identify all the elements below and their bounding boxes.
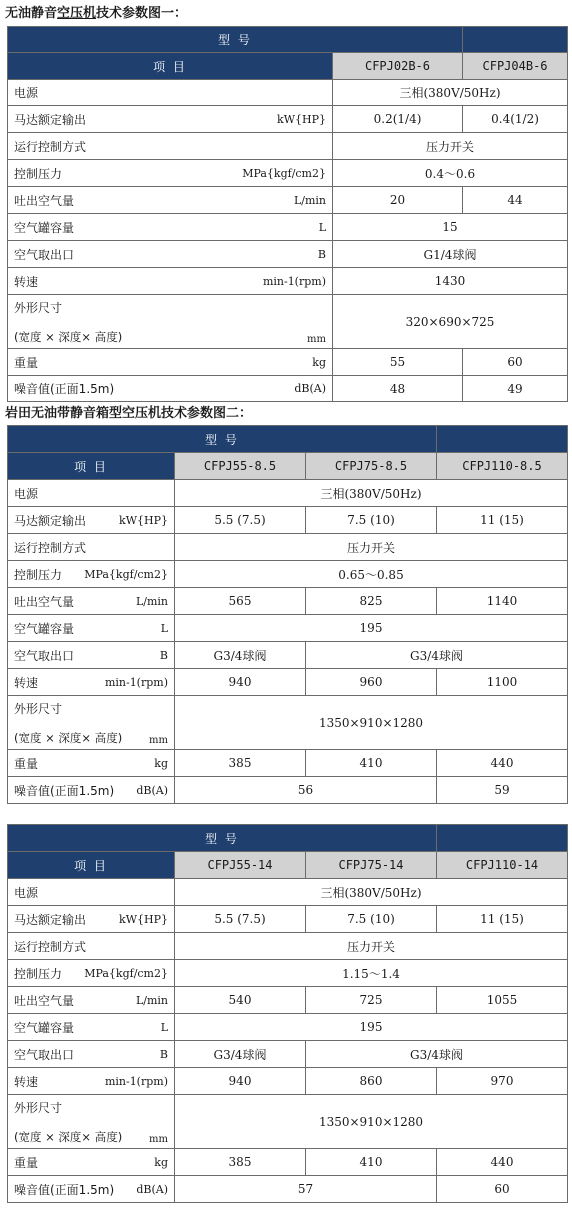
model-name: CFPJ55-14 bbox=[175, 852, 306, 879]
cell-value: 57 bbox=[175, 1176, 437, 1203]
row-control bbox=[8, 933, 568, 960]
cell-value: G3/4球阀 bbox=[175, 642, 306, 669]
row-label: 电源 bbox=[14, 86, 39, 100]
row-label: 吐出空气量 bbox=[14, 193, 75, 208]
cell-value: 940 bbox=[175, 1068, 306, 1095]
row-label: 噪音值(正面1.5m) bbox=[14, 1182, 115, 1197]
row-unit: min-1(rpm) bbox=[104, 1074, 168, 1088]
row-power bbox=[8, 480, 568, 507]
row-label: 空气罐容量 bbox=[14, 220, 75, 235]
cell-value: 三相(380V/50Hz) bbox=[175, 480, 568, 507]
cell-value: 55 bbox=[333, 349, 463, 376]
cell-value: 1350×910×1280 bbox=[175, 1095, 568, 1149]
row-unit: B bbox=[159, 1047, 168, 1061]
row-unit: B bbox=[317, 247, 326, 261]
row-unit: kg bbox=[154, 756, 168, 770]
row-unit: MPa{kgf/cm2} bbox=[84, 567, 168, 581]
model-header: 型 号 bbox=[8, 825, 437, 852]
row-unit: mm bbox=[149, 1133, 168, 1145]
cell-value: 三相(380V/50Hz) bbox=[333, 80, 568, 106]
row-label: 控制压力 bbox=[14, 166, 63, 181]
row-unit: MPa{kgf/cm2} bbox=[242, 166, 326, 180]
row-label: 空气罐容量 bbox=[14, 621, 75, 636]
cell-value: 540 bbox=[175, 987, 306, 1014]
cell-value: 565 bbox=[175, 588, 306, 615]
row-control bbox=[8, 534, 568, 561]
row-control bbox=[8, 133, 568, 160]
cell-value: 20 bbox=[333, 187, 463, 214]
model-name: CFPJ55-8.5 bbox=[175, 453, 306, 480]
model-name: CFPJ04B-6 bbox=[463, 53, 568, 80]
model-name: CFPJ110-8.5 bbox=[437, 453, 568, 480]
cell-value: 410 bbox=[306, 750, 437, 777]
model-header-blank bbox=[437, 825, 568, 852]
row-label: 空气取出口 bbox=[14, 247, 75, 262]
row-label: 转速 bbox=[14, 1074, 39, 1089]
row-label: 吐出空气量 bbox=[14, 993, 75, 1008]
cell-value: 725 bbox=[306, 987, 437, 1014]
row-label: 重量 bbox=[14, 756, 39, 771]
cell-value: 1350×910×1280 bbox=[175, 696, 568, 750]
title-1-suffix: 技术参数图一： bbox=[96, 6, 188, 21]
row-unit: kW{HP} bbox=[119, 513, 168, 527]
row-unit: L bbox=[318, 220, 326, 234]
cell-value: 压力开关 bbox=[333, 133, 568, 160]
cell-value: 48 bbox=[333, 376, 463, 402]
row-weight bbox=[8, 1149, 568, 1176]
row-outlet bbox=[8, 1041, 568, 1068]
row-air bbox=[8, 987, 568, 1014]
cell-value: 385 bbox=[175, 1149, 306, 1176]
row-unit: min-1(rpm) bbox=[262, 274, 326, 288]
row-unit: dB(A) bbox=[294, 382, 326, 395]
cell-value: 320×690×725 bbox=[333, 295, 568, 349]
cell-value: 1.15～1.4 bbox=[175, 960, 568, 987]
item-header: 项 目 bbox=[8, 852, 175, 879]
row-tank bbox=[8, 615, 568, 642]
row-unit: MPa{kgf/cm2} bbox=[84, 966, 168, 980]
row-unit: dB(A) bbox=[136, 1182, 168, 1196]
cell-value: 15 bbox=[333, 214, 568, 241]
cell-value: 440 bbox=[437, 1149, 568, 1176]
cell-value: 压力开关 bbox=[175, 534, 568, 561]
row-noise bbox=[8, 376, 568, 402]
row-dimensions bbox=[8, 295, 568, 349]
row-unit: L/min bbox=[293, 193, 326, 207]
row-label-sub: (宽度 × 深度× 高度) bbox=[14, 329, 123, 344]
row-label: 转速 bbox=[14, 675, 39, 690]
model-name: CFPJ02B-6 bbox=[333, 53, 463, 80]
cell-value: G1/4球阀 bbox=[333, 241, 568, 268]
cell-value: 5.5 (7.5) bbox=[175, 906, 306, 933]
cell-value: G3/4球阀 bbox=[306, 642, 568, 669]
row-label: 马达额定输出 bbox=[14, 513, 87, 528]
cell-value: 11 (15) bbox=[437, 507, 568, 534]
row-speed bbox=[8, 669, 568, 696]
row-label: 噪音值(正面1.5m) bbox=[14, 382, 115, 396]
spec-table-3 bbox=[7, 824, 568, 1203]
row-unit: dB(A) bbox=[136, 783, 168, 797]
row-unit: L bbox=[160, 621, 168, 635]
cell-value: 56 bbox=[175, 777, 437, 804]
row-unit: mm bbox=[307, 333, 326, 345]
cell-value: 410 bbox=[306, 1149, 437, 1176]
row-label: 运行控制方式 bbox=[14, 139, 87, 154]
cell-value: 7.5 (10) bbox=[306, 507, 437, 534]
cell-value: 0.2(1/4) bbox=[333, 106, 463, 133]
cell-value: 970 bbox=[437, 1068, 568, 1095]
row-air bbox=[8, 187, 568, 214]
row-speed bbox=[8, 268, 568, 295]
row-outlet bbox=[8, 642, 568, 669]
row-tank bbox=[8, 214, 568, 241]
cell-value: 385 bbox=[175, 750, 306, 777]
cell-value: G3/4球阀 bbox=[306, 1041, 568, 1068]
row-unit: B bbox=[159, 648, 168, 662]
row-label: 电源 bbox=[14, 885, 39, 900]
row-label: 马达额定输出 bbox=[14, 912, 87, 927]
row-label-sub: (宽度 × 深度× 高度) bbox=[14, 730, 123, 745]
cell-value: 195 bbox=[175, 615, 568, 642]
row-label: 重量 bbox=[14, 1155, 39, 1170]
cell-value: 60 bbox=[463, 349, 568, 376]
row-power bbox=[8, 879, 568, 906]
item-header: 项 目 bbox=[8, 453, 175, 480]
row-label: 运行控制方式 bbox=[14, 939, 87, 954]
cell-value: 11 (15) bbox=[437, 906, 568, 933]
cell-value: 1430 bbox=[333, 268, 568, 295]
row-label-sub: (宽度 × 深度× 高度) bbox=[14, 1129, 123, 1144]
row-label: 运行控制方式 bbox=[14, 540, 87, 555]
cell-value: 60 bbox=[437, 1176, 568, 1203]
row-unit: kW{HP} bbox=[277, 112, 326, 126]
row-label: 外形尺寸 bbox=[14, 300, 63, 315]
row-label: 转速 bbox=[14, 274, 39, 289]
cell-value: 860 bbox=[306, 1068, 437, 1095]
cell-value: 1100 bbox=[437, 669, 568, 696]
row-label: 吐出空气量 bbox=[14, 594, 75, 609]
cell-value: 825 bbox=[306, 588, 437, 615]
cell-value: 440 bbox=[437, 750, 568, 777]
row-noise bbox=[8, 777, 568, 804]
cell-value: 0.4(1/2) bbox=[463, 106, 568, 133]
row-dimensions bbox=[8, 1095, 568, 1149]
row-speed bbox=[8, 1068, 568, 1095]
model-header: 型 号 bbox=[8, 27, 463, 53]
row-unit: min-1(rpm) bbox=[104, 675, 168, 689]
row-dimensions bbox=[8, 696, 568, 750]
item-header: 项 目 bbox=[8, 53, 333, 80]
row-label: 控制压力 bbox=[14, 966, 63, 981]
model-name: CFPJ110-14 bbox=[437, 852, 568, 879]
cell-value: 49 bbox=[463, 376, 568, 402]
cell-value: 0.4～0.6 bbox=[333, 160, 568, 187]
row-unit: kg bbox=[154, 1155, 168, 1169]
row-motor bbox=[8, 906, 568, 933]
cell-value: 1140 bbox=[437, 588, 568, 615]
row-label: 噪音值(正面1.5m) bbox=[14, 783, 115, 798]
cell-value: 5.5 (7.5) bbox=[175, 507, 306, 534]
row-label: 重量 bbox=[14, 355, 39, 370]
compressor-link[interactable]: 空压机 bbox=[57, 6, 97, 21]
row-label: 控制压力 bbox=[14, 567, 63, 582]
row-label: 外形尺寸 bbox=[14, 701, 63, 716]
cell-value: 940 bbox=[175, 669, 306, 696]
row-noise bbox=[8, 1176, 568, 1203]
row-label: 空气罐容量 bbox=[14, 1020, 75, 1035]
row-power bbox=[8, 80, 568, 106]
cell-value: 1055 bbox=[437, 987, 568, 1014]
title-1-prefix: 无油静音 bbox=[5, 6, 58, 21]
row-unit: L/min bbox=[135, 594, 168, 608]
model-header-blank bbox=[437, 426, 568, 453]
row-air bbox=[8, 588, 568, 615]
row-motor bbox=[8, 507, 568, 534]
row-unit: kg bbox=[312, 355, 326, 369]
row-label: 电源 bbox=[14, 486, 39, 501]
row-pressure bbox=[8, 160, 568, 187]
cell-value: 三相(380V/50Hz) bbox=[175, 879, 568, 906]
model-name: CFPJ75-8.5 bbox=[306, 453, 437, 480]
spec-table-2 bbox=[7, 425, 568, 804]
row-outlet bbox=[8, 241, 568, 268]
row-label: 空气取出口 bbox=[14, 648, 75, 663]
spec-table-1-title bbox=[5, 6, 187, 22]
row-pressure bbox=[8, 960, 568, 987]
spec-table-1 bbox=[7, 26, 568, 402]
spec-table-2-title: 岩田无油带静音箱型空压机技术参数图二： bbox=[5, 406, 253, 421]
row-unit: L/min bbox=[135, 993, 168, 1007]
row-weight bbox=[8, 750, 568, 777]
row-label: 外形尺寸 bbox=[14, 1100, 63, 1115]
cell-value: 压力开关 bbox=[175, 933, 568, 960]
cell-value: 960 bbox=[306, 669, 437, 696]
row-weight bbox=[8, 349, 568, 376]
model-name: CFPJ75-14 bbox=[306, 852, 437, 879]
cell-value: 44 bbox=[463, 187, 568, 214]
cell-value: G3/4球阀 bbox=[175, 1041, 306, 1068]
cell-value: 59 bbox=[437, 777, 568, 804]
model-header-blank bbox=[463, 27, 568, 53]
model-header: 型 号 bbox=[8, 426, 437, 453]
row-pressure bbox=[8, 561, 568, 588]
cell-value: 195 bbox=[175, 1014, 568, 1041]
row-unit: mm bbox=[149, 734, 168, 746]
row-label: 空气取出口 bbox=[14, 1047, 75, 1062]
row-unit: kW{HP} bbox=[119, 912, 168, 926]
row-motor bbox=[8, 106, 568, 133]
cell-value: 0.65～0.85 bbox=[175, 561, 568, 588]
cell-value: 7.5 (10) bbox=[306, 906, 437, 933]
row-label: 马达额定输出 bbox=[14, 112, 87, 127]
row-tank bbox=[8, 1014, 568, 1041]
row-unit: L bbox=[160, 1020, 168, 1034]
